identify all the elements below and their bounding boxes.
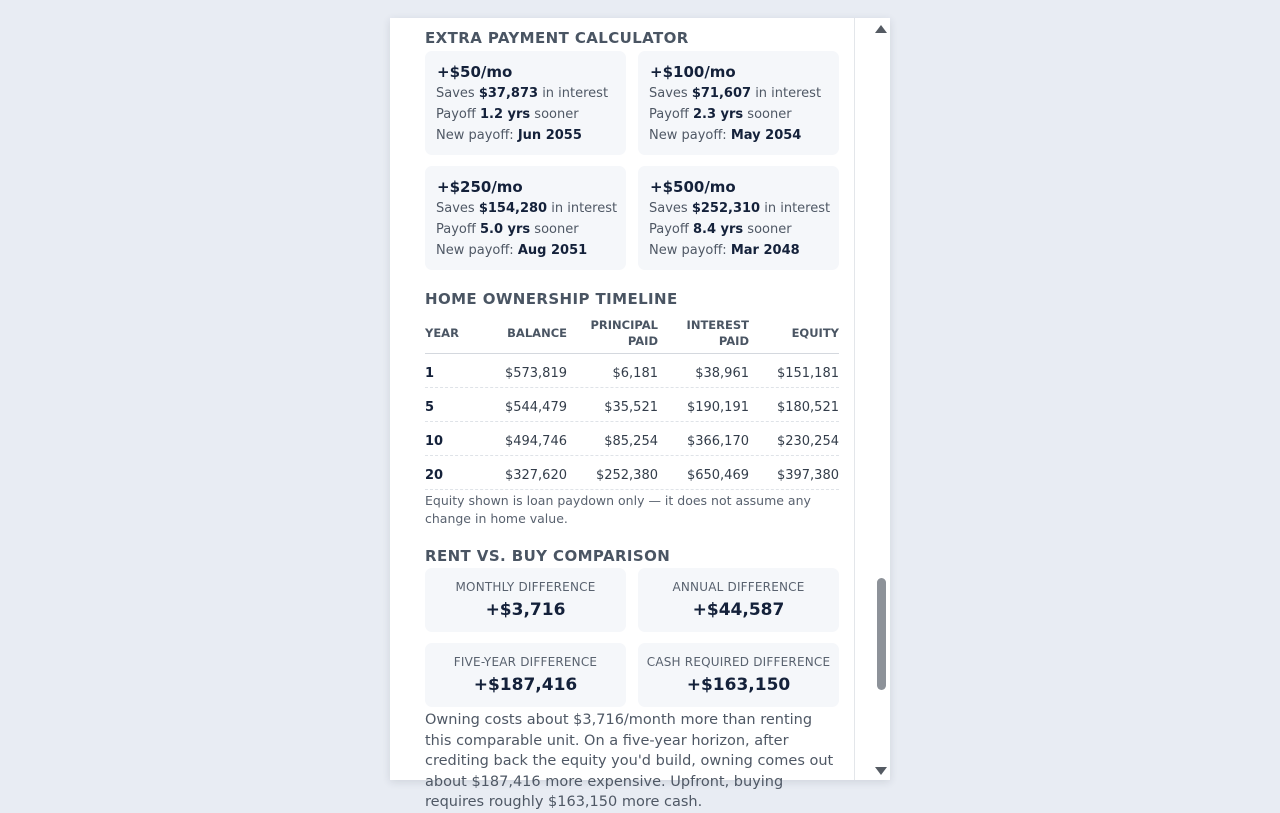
table-header-divider [425, 353, 839, 354]
col-header-year: YEAR [425, 326, 459, 340]
cell-balance: $573,819 [504, 366, 567, 381]
card-title: +$500/mo [650, 178, 736, 196]
cell-principal: $252,380 [595, 468, 658, 483]
scrollbar-thumb[interactable] [877, 578, 886, 690]
cell-equity: $151,181 [776, 366, 839, 381]
cell-equity: $180,521 [776, 400, 839, 415]
payoff-line: Payoff 5.0 yrs sooner [436, 222, 579, 237]
saves-line: Saves $71,607 in interest [649, 86, 822, 101]
row-divider [425, 489, 839, 490]
cell-equity: $230,254 [776, 434, 839, 449]
timeline-title: HOME OWNERSHIP TIMELINE [425, 290, 678, 308]
cell-year: 5 [425, 400, 435, 415]
payoff-line: Payoff 2.3 yrs sooner [649, 107, 792, 122]
difference-value: +$187,416 [473, 675, 578, 695]
results-content [425, 18, 839, 810]
cell-year: 20 [425, 468, 444, 483]
cash-required-difference-card [638, 643, 839, 707]
extra-payment-card-50 [425, 51, 626, 155]
cell-equity: $397,380 [776, 468, 839, 483]
new-payoff-line: New payoff: Mar 2048 [649, 243, 800, 258]
difference-value: +$44,587 [692, 600, 785, 620]
saves-line: Saves $154,280 in interest [436, 201, 618, 216]
cell-interest: $650,469 [686, 468, 749, 483]
cell-balance: $494,746 [504, 434, 567, 449]
cell-balance: $544,479 [504, 400, 567, 415]
new-payoff-line: New payoff: May 2054 [649, 128, 802, 143]
monthly-difference-card [425, 568, 626, 632]
saves-line: Saves $37,873 in interest [436, 86, 609, 101]
payoff-line: Payoff 1.2 yrs sooner [436, 107, 579, 122]
payoff-line: Payoff 8.4 yrs sooner [649, 222, 792, 237]
col-header-equity: EQUITY [791, 326, 839, 340]
cell-principal: $85,254 [604, 434, 658, 449]
scroll-up-arrow-icon[interactable] [875, 25, 887, 33]
difference-label: ANNUAL DIFFERENCE [672, 580, 805, 594]
extra-payment-title: EXTRA PAYMENT CALCULATOR [425, 29, 689, 47]
saves-line: Saves $252,310 in interest [649, 201, 831, 216]
col-header-interest: INTEREST PAID [686, 318, 749, 348]
rent-vs-buy-title: RENT VS. BUY COMPARISON [425, 547, 671, 565]
five-year-difference-card [425, 643, 626, 707]
difference-value: +$163,150 [686, 675, 791, 695]
cell-interest: $190,191 [686, 400, 749, 415]
card-title: +$250/mo [437, 178, 523, 196]
extra-payment-card-500 [638, 166, 839, 270]
equity-note: Equity shown is loan paydown only — it does not assume any change in home value. [425, 493, 811, 526]
row-divider [425, 455, 839, 456]
content-divider [854, 18, 855, 780]
card-title: +$50/mo [437, 63, 513, 81]
difference-label: MONTHLY DIFFERENCE [455, 580, 596, 594]
cell-interest: $38,961 [695, 366, 749, 381]
rent-vs-buy-summary: Owning costs about $3,716/month more than renting this comparable unit. On a five-year horizon, after crediting back the equity you'd build, owning comes out about $187,416 more expensive. Upfront, buying requires roughly $163,150 more cash. [425, 712, 834, 810]
difference-value: +$3,716 [485, 600, 566, 620]
cell-balance: $327,620 [504, 468, 567, 483]
row-divider [425, 387, 839, 388]
difference-label: CASH REQUIRED DIFFERENCE [646, 655, 831, 669]
annual-difference-card [638, 568, 839, 632]
col-header-balance: BALANCE [507, 326, 567, 340]
scroll-down-arrow-icon[interactable] [875, 767, 887, 775]
cell-principal: $6,181 [612, 366, 658, 381]
extra-payment-card-250 [425, 166, 626, 270]
difference-label: FIVE-YEAR DIFFERENCE [453, 655, 598, 669]
cell-principal: $35,521 [604, 400, 658, 415]
vertical-scrollbar[interactable] [873, 18, 890, 780]
card-title: +$100/mo [650, 63, 736, 81]
extra-payment-card-100 [638, 51, 839, 155]
new-payoff-line: New payoff: Aug 2051 [436, 243, 588, 258]
row-divider [425, 421, 839, 422]
new-payoff-line: New payoff: Jun 2055 [436, 128, 582, 143]
cell-interest: $366,170 [686, 434, 749, 449]
cell-year: 10 [425, 434, 444, 449]
results-panel[interactable] [390, 18, 890, 810]
cell-year: 1 [425, 366, 435, 381]
col-header-principal: PRINCIPAL PAID [590, 318, 658, 348]
